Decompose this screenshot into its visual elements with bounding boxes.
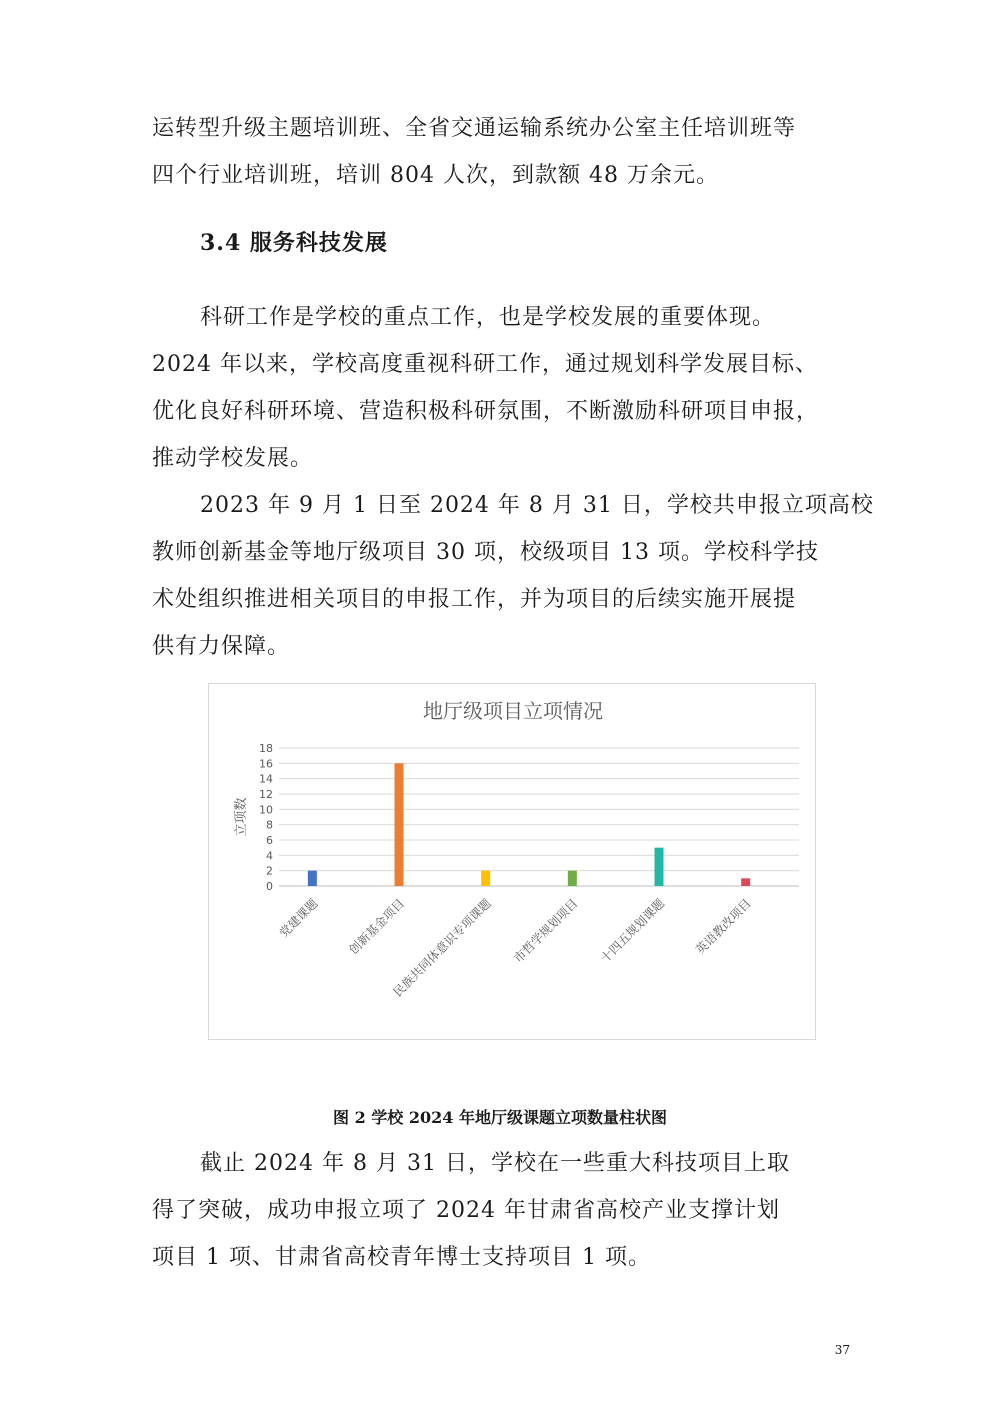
y-tick-label: 18 (259, 742, 273, 755)
figure-caption: 图 2 学校 2024 年地厅级课题立项数量柱状图 (333, 1108, 667, 1127)
section-heading: 3.4 服务科技发展 (200, 230, 388, 256)
bar (395, 763, 404, 886)
text-line: 教师创新基金等地厅级项目 30 项，校级项目 13 项。学校科学技 (152, 540, 819, 565)
x-tick-label: 民族共同体意识专项课题 (390, 896, 494, 1000)
y-tick-label: 2 (266, 864, 273, 878)
x-tick-label: 市哲学规划项目 (511, 896, 581, 966)
y-tick-label: 0 (266, 880, 273, 893)
x-tick-label: 党建课题 (276, 896, 321, 941)
text-line: 术处组织推进相关项目的申报工作，并为项目的后续实施开展提 (152, 587, 797, 612)
y-tick-label: 16 (259, 757, 273, 771)
bar (741, 878, 750, 886)
x-tick-label: 英语教改项目 (692, 896, 754, 958)
chart-title: 地厅级项目立项情况 (423, 699, 603, 723)
y-axis-label: 立项数 (234, 797, 249, 837)
bar (655, 848, 664, 886)
text-line: 四个行业培训班，培训 804 人次，到款额 48 万余元。 (152, 163, 719, 188)
text-line: 项目 1 项、甘肃省高校青年博士支持项目 1 项。 (152, 1245, 651, 1270)
text-line: 得了突破，成功申报立项了 2024 年甘肃省高校产业支撑计划 (152, 1198, 780, 1223)
bar (481, 871, 490, 886)
paragraph-project-applications (152, 482, 874, 670)
paragraph-breakthrough (152, 1140, 848, 1281)
y-tick-label: 4 (266, 849, 273, 863)
paragraph-research-work (152, 294, 848, 482)
x-tick-label: 创新基金项目 (346, 896, 408, 958)
y-tick-label: 8 (266, 818, 273, 832)
x-tick-label: 十四五规划课题 (597, 896, 668, 966)
y-tick-label: 14 (259, 772, 273, 786)
bar-chart (208, 683, 816, 1040)
y-tick-label: 10 (259, 803, 273, 817)
text-line: 2024 年以来，学校高度重视科研工作，通过规划科学发展目标、 (152, 352, 818, 377)
text-line: 运转型升级主题培训班、全省交通运输系统办公室主任培训班等 (152, 116, 797, 141)
text-line: 供有力保障。 (152, 634, 291, 659)
text-line: 推动学校发展。 (152, 446, 314, 471)
chart-canvas (209, 684, 817, 1041)
bar (568, 871, 577, 886)
bar (308, 871, 317, 886)
paragraph-training-summary (152, 105, 848, 199)
y-tick-label: 12 (259, 788, 273, 801)
text-line: 优化良好科研环境、营造积极科研氛围，不断激励科研项目申报， (152, 399, 820, 424)
text-line: 科研工作是学校的重点工作，也是学校发展的重要体现。 (200, 305, 776, 330)
page-number: 37 (834, 1343, 850, 1357)
text-line: 截止 2024 年 8 月 31 日，学校在一些重大科技项目上取 (200, 1151, 790, 1176)
y-tick-label: 6 (266, 834, 273, 847)
text-line: 2023 年 9 月 1 日至 2024 年 8 月 31 日，学校共申报立项高校 (200, 493, 874, 518)
